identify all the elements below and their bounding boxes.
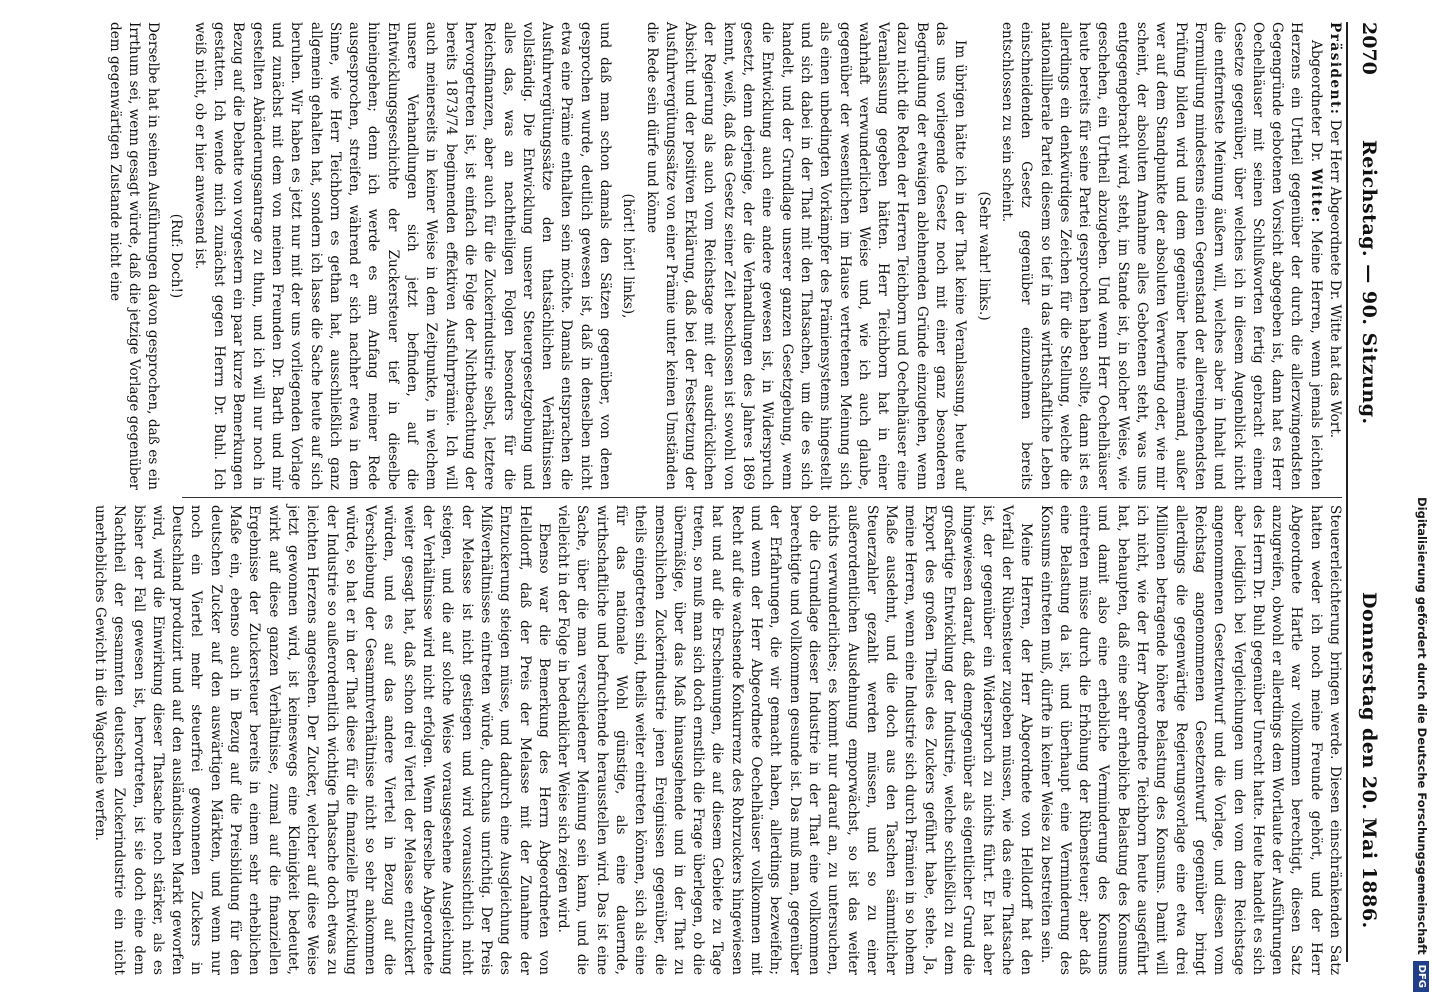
speaker-president: Präsident: [1327, 22, 1343, 116]
header-rule [1346, 22, 1348, 962]
session-date: Donnerstag den 20. Mai 1886. [1358, 592, 1380, 929]
running-title: Reichstag. — 90. Sitzung. [1358, 140, 1380, 425]
witte-paragraph-1 [997, 22, 1325, 490]
right-paragraph-3: Ebenso war die Bemerkung des Herrn Abgeordneten von Helldorff, daß der Preis der Melasse mit der Zunahme der Entzuckerung steigen müsse, und dadurch eine Ausgleichung des Mißverhältnisses eintreten würde, durchaus unrichtig. Der Preis der Melasse ist nicht gestiegen und wird voraussichtlich nicht steigen, und die auf solche Weise vorausgesehene Ausgleichung der Verhältnisse wird nicht erfolgen. Wenn derselbe Abgeordnete weiter gesagt hat, daß schon drei Viertel der Melasse entzuckert würden, und es auf das andere Viertel in Bezug auf die Verschiebung der Gesammtverhältnisse nicht so sehr ankommen würde, so hat er in der That diese für die finanzielle Entwicklung der Industrie so außerordentlich wichtige Thatsache doch etwas zu leichten Herzens angesehen. Der Zucker, welcher auf diese Weise jetzt gewonnen wird, ist keineswegs eine Kleinigkeit bedeutet, wirkt auf diese ganzen Verhältnisse, zumal auf die finanziellen Ergebnisse der Zuckersteuer bereits in einem sehr erheblichen Maße ein, ebenso auch in Bezug auf die Preisbildung für den deutschen Zucker auf den auswärtigen Märkten, und wenn nur noch ein Viertel mehr steuerfrei gewonnenen Zuckers in Deutschland produzirt und auf den ausländischen Markt geworfen wird, wird die Einwirkung dieser Thatsache noch stärker, als es bisher der Fall gewesen ist, hervortreten, ist sie doch eine dem Nachtheil der gesammten deutschen Zuckerindustrie ein nicht unerhebliches Gewicht in die Wagschale werfen. [92, 505, 552, 975]
president-paragraph [1325, 22, 1344, 490]
interjection-1: (Sehr wahr! links.) [975, 191, 992, 321]
column-divider [182, 497, 1342, 498]
dfg-notice-text: Digitalisierung gefördert durch die Deutsche Forschungsgemeinschaft [1415, 497, 1429, 955]
speaker-witte: Witte: [1307, 168, 1324, 224]
dfg-logo-icon: DFG [1414, 961, 1430, 992]
right-paragraph-2: Meine Herren, der Herr Abgeordnete von Helldorff hat den Verfall der Rübensteuer zugeben müssen, wie das eine Thatsache ist, der gegenüber ein Widerspruch zu nichts führt. Er hat aber hingewiesen darauf, daß demgegenüber als eigentlicher Grund die großartige Entwicklung der Industrie, welche schließlich zu dem Export des großen Theiles des Zuckers geführt habe, stehe. Ja, meine Herren, wenn eine Industrie sich durch Prämien in so hohem Maße ausdehnt, und die doch aus den Taschen sämmtlicher Steuerzahler gezahlt werden müssen, und so zu einer außerordentlichen Ausdehnung emporwächst, so ist das weiter nichts verwunderliches; es kommt nur darauf an, zu untersuchen, ob die Grundlage dieser Industrie in der That eine vollkommen berechtigte und vollkommen gesunde ist. Das muß man, gegenüber der Erfahrungen, die wir gemacht haben, allerdings bezweifeln; und wenn der Herr Abgeordnete Oechelhäuser vollkommen mit Recht auf die wachsende Konkurrenz des Rohrzuckers hingewiesen hat und auf die Erscheinungen, die auf diesem Gebiete zu Tage treten, so muß man sich doch ernstlich die Frage überlegen, ob die übermäßige, über das Maß hinausgehende und in der That zu menschlichen Zuckerindustrie jenen Ereignissen gegenüber, die theils eingetreten sind, theils weiter eintreten können, sich als eine für das nationale Wohl günstige, als eine dauernde, wirthschaftliche und befruchtende herausstellen wird. Das ist eine Sache, über die man verschiedener Meinung sein kann, und die vielleicht in der Folge in bedenklicher Weise sich zeigen wird. [555, 505, 1035, 975]
dfg-notice [1412, 0, 1432, 1000]
witte-text-1: Meine Herren, wenn jemals leichten Herzens ein Urtheil gegenüber der durch die allerzwingendsten Gegengründe gebotenen Vorsicht abgegeben ist, dann hat es Herr Oechelhäuser mit seinen Schlußworten fertig gebracht einem Gesetze gegenüber, über welches ich in diesem Augenblick nicht die entfernteste Meinung äußern will, welches aber in Inhalt und Formulirung mindestens einen Gegenstand der allereingehendsten Prüfung bilden wird und dem gegenüber heute niemand, außer wer auf dem Standpunkte der absoluten Verwerfung oder, wie mir scheint, der absoluten Annahme alles Gebotenen steht, was uns entgegengebracht wird, steht, im Stande ist, in solcher Weise, wie geschehen, ein Urtheil abzugeben. Und wenn Herr Oechelhäuser heute bereits für seine Partei gesprochen haben sollte, dann ist es allerdings ein denkwürdiges Zeichen für die Stellung, welche die nationalliberale Partei diesem so tief in das wirthschaftliche Leben einschneidenden Gesetz gegenüber einzunehmen bereits entschlossen zu sein scheint. [998, 22, 1324, 490]
right-paragraph-1: Steuererleichterung bringen werde. Diesen einschränkenden Satz hatten weder ich noch meine Freunde gehört, und der Herr Abgeordnete Hartle war vollkommen berechtigt, diesen Satz anzugreifen, obwohl er allerdings dem Wortlaute der Ausführungen des Herrn Dr. Buhl gegenüber Unrecht hatte. Heute handelt es sich aber lediglich bei Vergleichungen um den vom dem Reichstage angenommenen Gesetzentwurf und die Vorlage, und diesen vom Reichstag angenommenen Gesetzentwurf gegenüber bringt allerdings die gegenwärtige Regierungsvorlage eine etwa drei Millionen betragende höhere Belastung des Konsums. Damit will ich nicht, wie der Herr Abgeordnete Teichborn heute ausgeführt hat, behaupten, daß eine sehr erhebliche Belastung des Konsums und damit also eine erhebliche Verminderung des Konsums eintreten müsse durch die Erhöhung der Rübensteuer; aber daß eine Belastung da ist, und überhaupt eine Verminderung des Konsums eintreten muß, dürfte in keiner Weise zu bestreiten sein. [1037, 505, 1343, 975]
right-column [92, 505, 1344, 975]
left-column [106, 22, 1344, 490]
page-number: 2070 [1358, 22, 1380, 75]
page-header [1350, 22, 1380, 962]
interjection-3: (Ruf: Doch!) [168, 213, 185, 299]
interjection-2: (hört! hört! links), [620, 193, 637, 319]
president-text: Der Herr Abgeordnete Dr. Witte hat das Wort. [1327, 119, 1343, 439]
witte-paragraph-2: Im übrigen hätte ich in der That keine Veranlassung, heute auf das uns vorliegende Gesetz noch mit einer ganz besonderen Begründung der etwaigen ablehnenden Gründe einzugehen, wenn dazu nicht die Reden der Herren Teichborn und Oechelhäuser eine Veranlassung gegeben hätten. Herr Teichborn hat in einer wahrhaft verwunderlichen Weise und, wie ich auch glaube, gegenüber der wesentlichen im Hause vertretenen Meinung sich als einen unbedingten Vorkämpfer des Prämiensystems hingestellt und sich dabei in der That mit den Thatsachen, um die es sich handelt, und der Grundlage unserer ganzen Gesetzgebung, wenn die Entwicklung auch eine andere gewesen ist, in Widerspruch gesetzt, denn derjenige, der die Verhandlungen des Jahres 1869 kennt, weiß, daß das Gesetz seiner Zeit beschlossen ist sowohl von der Regierung als auch vom Reichstage mit der ausdrücklichen Absicht und der positiven Erklärung, daß bei der Festsetzung der Ausfuhrvergütungssätze von einer Prämie unter keinen Umständen die Rede sein dürfe und könne [643, 22, 969, 490]
witte-paragraph-4: Derselbe hat in seinen Ausführungen davon gesprochen, daß es ein Irrthum sei, wenn gesagt würde, daß die jetzige Vorlage gegenüber dem gegenwärtigen Zustande nicht eine [106, 22, 162, 490]
witte-paragraph-3: und daß man schon damals den Sätzen gegenüber, von denen gesprochen wurde, deutlich gewesen ist, daß in denselben nicht etwa eine Prämie enthalten sein möchte. Damals entsprachen die Ausfuhrvergütungssätze den thatsächlichen Verhältnissen vollständig. Die Entwicklung unserer Steuergesetzgebung und alles das, was an nachtheiligen Folgen besonders für die Reichsfinanzen, aber auch für die Zuckerindustrie selbst, letztere hervorgetreten ist, ist einfach die Folge der Nichtbeachtung der bereits 1873/74 beginnenden effektiven Ausfuhrprämie. Ich will auch meinerseits in keiner Weise in dem Zeitpunkte, in welchem unsere Verhandlungen sich jetzt befinden, auf die Entwicklungsgeschichte der Zuckersteuer tief in dieselbe hineingehen; denn ich werde es am Anfang meiner Rede ausgesprochen, streifen, während er sich nachher etwa in dem Sinne, wie Herr Teichborn es gethan hat, ausschließlich ganz allgemein gehalten hat, sondern ich lasse die Sache heute auf sich beruhen. Wir haben es jetzt nur mit der uns vorliegenden Vorlage und zunächst mit dem von meinen Freunden Dr. Barth und mir gestellten Abänderungsantrage zu thun, und ich will nur noch in Bezug auf die Debatte von vorgestern ein paar kurze Bemerkungen gestatten. Ich wende mich zunächst gegen Herrn Dr. Buhl. Ich weiß nicht, ob er hier anwesend ist. [191, 22, 614, 490]
witte-intro: Abgeordneter Dr. [1307, 40, 1324, 163]
